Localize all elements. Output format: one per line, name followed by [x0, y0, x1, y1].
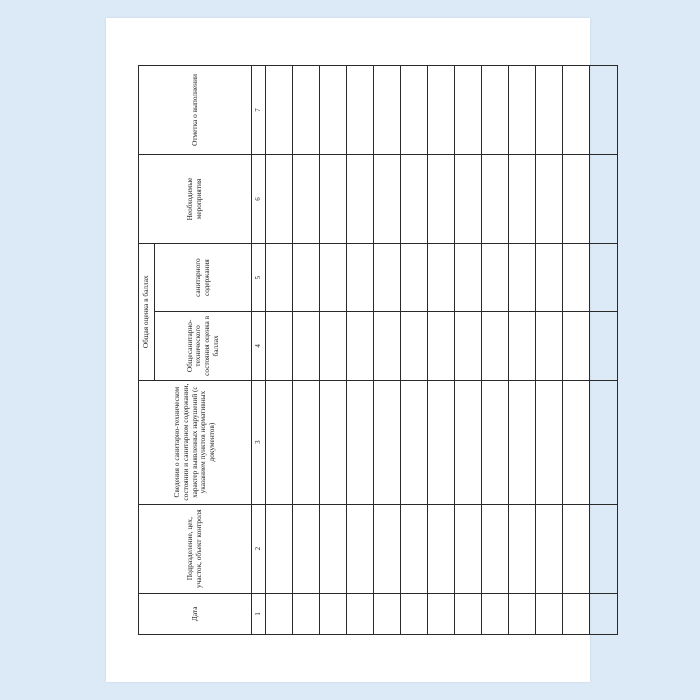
table-cell[interactable]	[347, 155, 374, 244]
table-cell[interactable]	[482, 243, 509, 311]
table-cell[interactable]	[347, 312, 374, 380]
table-cell[interactable]	[320, 380, 347, 504]
table-row	[590, 66, 617, 635]
table-cell[interactable]	[401, 155, 428, 244]
column-number-3: 3	[252, 380, 266, 504]
table-cell[interactable]	[482, 312, 509, 380]
table-cell[interactable]	[401, 380, 428, 504]
table-cell[interactable]	[455, 593, 482, 634]
table-cell[interactable]	[266, 312, 293, 380]
table-cell[interactable]	[428, 504, 455, 593]
table-column-number-row	[252, 66, 266, 635]
table-cell[interactable]	[482, 155, 509, 244]
table-cell[interactable]	[347, 66, 374, 155]
table-cell[interactable]	[320, 243, 347, 311]
table-cell[interactable]	[590, 380, 617, 504]
table-cell[interactable]	[482, 66, 509, 155]
table-cell[interactable]	[401, 243, 428, 311]
table-cell[interactable]	[563, 380, 590, 504]
table-cell[interactable]	[536, 593, 563, 634]
table-cell[interactable]	[293, 66, 320, 155]
table-cell[interactable]	[266, 380, 293, 504]
table-cell[interactable]	[590, 312, 617, 380]
table-cell[interactable]	[347, 504, 374, 593]
table-cell[interactable]	[563, 243, 590, 311]
table-cell[interactable]	[401, 504, 428, 593]
table-cell[interactable]	[536, 312, 563, 380]
table-row	[347, 66, 374, 635]
table-cell[interactable]	[320, 504, 347, 593]
table-cell[interactable]	[428, 312, 455, 380]
table-row	[266, 66, 293, 635]
table-cell[interactable]	[320, 593, 347, 634]
table-cell[interactable]	[563, 66, 590, 155]
table-cell[interactable]	[509, 66, 536, 155]
table-cell[interactable]	[455, 66, 482, 155]
table-cell[interactable]	[563, 312, 590, 380]
table-cell[interactable]	[509, 504, 536, 593]
table-cell[interactable]	[266, 155, 293, 244]
table-row	[320, 66, 347, 635]
table-cell[interactable]	[482, 504, 509, 593]
table-cell[interactable]	[266, 504, 293, 593]
table-cell[interactable]	[347, 380, 374, 504]
table-cell[interactable]	[347, 593, 374, 634]
table-cell[interactable]	[455, 380, 482, 504]
table-cell[interactable]	[482, 380, 509, 504]
table-cell[interactable]	[590, 243, 617, 311]
table-head	[139, 66, 266, 635]
table-cell[interactable]	[293, 593, 320, 634]
table-cell[interactable]	[563, 155, 590, 244]
table-cell[interactable]	[455, 312, 482, 380]
table-cell[interactable]	[266, 593, 293, 634]
table-cell[interactable]	[293, 504, 320, 593]
table-cell[interactable]	[401, 66, 428, 155]
column-number-1: 1	[252, 593, 266, 634]
table-cell[interactable]	[455, 155, 482, 244]
rotated-table-container	[138, 65, 558, 635]
table-cell[interactable]	[536, 243, 563, 311]
column-header-technical-score: Общесанитарно-технического состояния оценка в баллах	[155, 312, 252, 380]
table-cell[interactable]	[293, 380, 320, 504]
table-cell[interactable]	[590, 66, 617, 155]
table-cell[interactable]	[563, 593, 590, 634]
column-number-4: 4	[252, 312, 266, 380]
table-row	[509, 66, 536, 635]
table-cell[interactable]	[293, 243, 320, 311]
table-cell[interactable]	[374, 504, 401, 593]
column-header-findings: Сведения о санитарно-техническом состоянии и санитарном содержании, характер выявленных нарушений (с указанием пунктов нормативных документов)	[139, 380, 252, 504]
column-number-6: 6	[252, 155, 266, 244]
table-cell[interactable]	[374, 593, 401, 634]
column-group-header-score: Общая оценка в баллах	[139, 243, 155, 380]
document-page	[106, 18, 590, 682]
column-header-completion: Отметка о выполнении	[139, 66, 252, 155]
table-cell[interactable]	[374, 380, 401, 504]
table-row	[428, 66, 455, 635]
table-cell[interactable]	[428, 66, 455, 155]
table-cell[interactable]	[374, 243, 401, 311]
table-cell[interactable]	[428, 243, 455, 311]
column-number-2: 2	[252, 504, 266, 593]
table-cell[interactable]	[509, 312, 536, 380]
table-cell[interactable]	[374, 155, 401, 244]
table-group-header-row	[139, 66, 155, 635]
table-cell[interactable]	[266, 243, 293, 311]
table-cell[interactable]	[563, 504, 590, 593]
table-cell[interactable]	[320, 155, 347, 244]
table-cell[interactable]	[590, 504, 617, 593]
table-cell[interactable]	[320, 66, 347, 155]
table-cell[interactable]	[347, 243, 374, 311]
table-cell[interactable]	[455, 243, 482, 311]
table-cell[interactable]	[374, 312, 401, 380]
table-cell[interactable]	[401, 593, 428, 634]
table-cell[interactable]	[509, 243, 536, 311]
table-cell[interactable]	[509, 593, 536, 634]
inspection-register-table	[138, 65, 618, 635]
column-number-5: 5	[252, 243, 266, 311]
table-row	[563, 66, 590, 635]
table-row	[293, 66, 320, 635]
table-body	[266, 66, 618, 635]
table-cell[interactable]	[536, 155, 563, 244]
table-row	[536, 66, 563, 635]
table-cell[interactable]	[536, 504, 563, 593]
table-cell[interactable]	[266, 66, 293, 155]
table-row	[401, 66, 428, 635]
table-row	[482, 66, 509, 635]
column-header-sanitary-score: санитарного содержания	[155, 243, 252, 311]
table-row	[374, 66, 401, 635]
table-cell[interactable]	[428, 380, 455, 504]
table-cell[interactable]	[590, 593, 617, 634]
table-cell[interactable]	[320, 312, 347, 380]
table-cell[interactable]	[536, 66, 563, 155]
table-cell[interactable]	[428, 593, 455, 634]
table-cell[interactable]	[374, 66, 401, 155]
table-cell[interactable]	[536, 380, 563, 504]
table-cell[interactable]	[428, 155, 455, 244]
table-cell[interactable]	[293, 312, 320, 380]
column-header-measures: Необходимые мероприятия	[139, 155, 252, 244]
table-cell[interactable]	[455, 504, 482, 593]
table-cell[interactable]	[293, 155, 320, 244]
table-cell[interactable]	[590, 155, 617, 244]
column-header-date: Дата	[139, 593, 252, 634]
table-cell[interactable]	[509, 155, 536, 244]
column-number-7: 7	[252, 66, 266, 155]
table-cell[interactable]	[482, 593, 509, 634]
table-cell[interactable]	[401, 312, 428, 380]
table-row	[455, 66, 482, 635]
column-header-unit: Подразделение, цех, участок, объект контроля	[139, 504, 252, 593]
table-cell[interactable]	[509, 380, 536, 504]
